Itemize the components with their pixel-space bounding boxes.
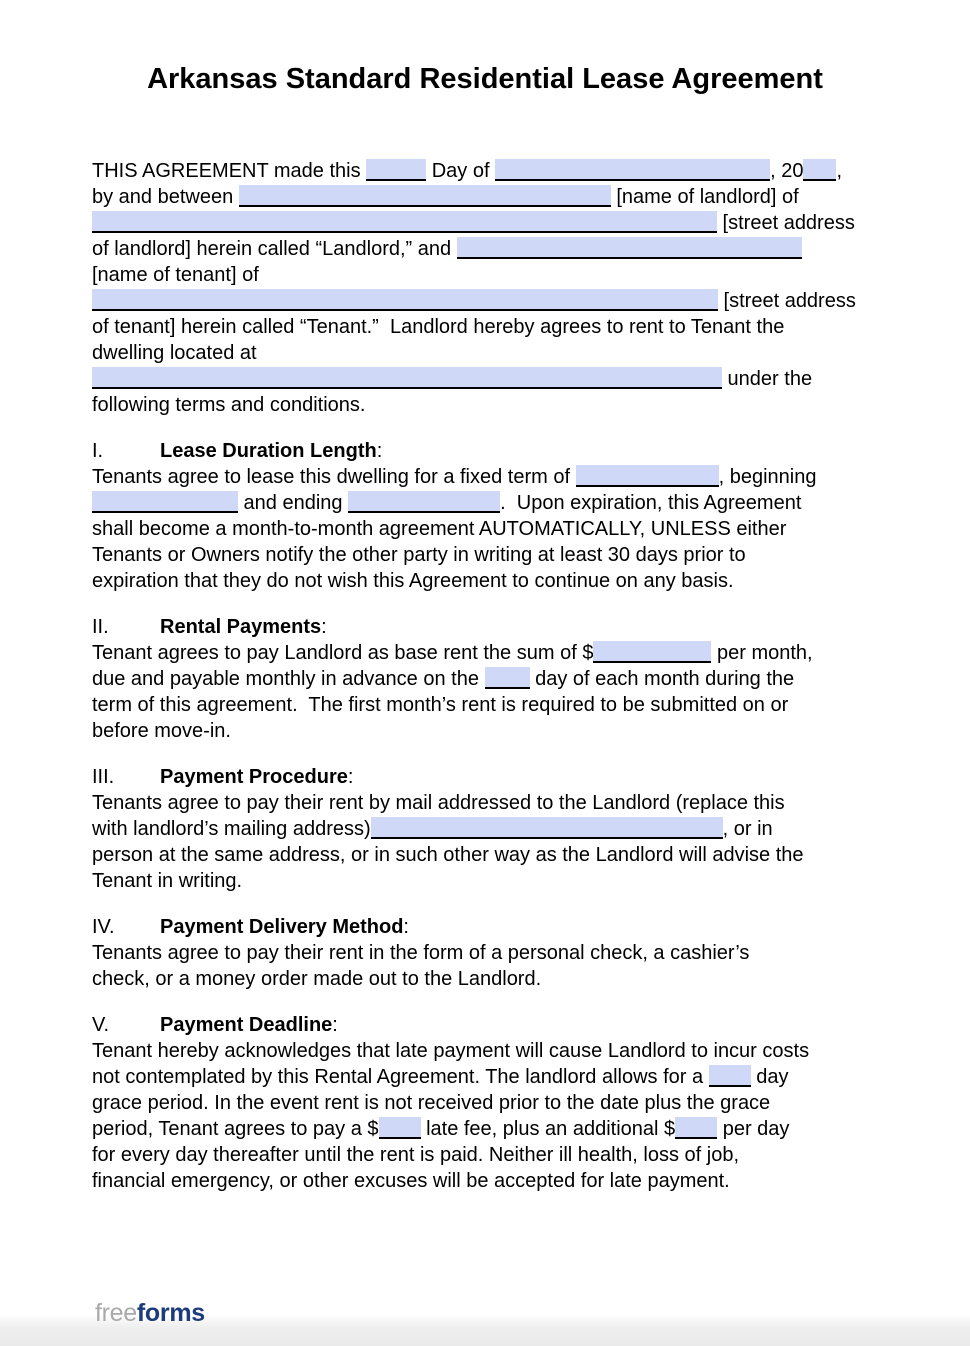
section-heading-row xyxy=(92,914,882,940)
text-run: late fee, plus an additional $ xyxy=(420,1118,676,1140)
text-run: THIS AGREEMENT made this xyxy=(92,160,367,182)
text-run: Tenants agree to pay their rent by mail addressed to the Landlord (replace this xyxy=(92,792,785,814)
logo-text-forms: forms xyxy=(136,1299,205,1327)
text-line xyxy=(92,1142,882,1168)
text-run: Tenants or Owners notify the other party in writing at least 30 days prior to xyxy=(92,544,746,566)
text-line xyxy=(92,966,882,992)
section-heading-row xyxy=(92,438,882,464)
year-field[interactable] xyxy=(803,159,836,181)
section-numeral: II. xyxy=(92,616,109,638)
text-run: of tenant] herein called “Tenant.” Landlord hereby agrees to rent to Tenant the xyxy=(92,316,785,338)
section-heading: Rental Payments xyxy=(160,616,322,638)
text-line xyxy=(92,1116,882,1142)
text-line xyxy=(92,340,882,366)
text-line xyxy=(92,366,882,392)
text-line xyxy=(92,868,882,894)
text-line xyxy=(92,666,882,692)
text-run: day of each month during the xyxy=(529,668,795,690)
text-run: Tenant agrees to pay Landlord as base rent the sum of $ xyxy=(92,642,594,664)
section-IV xyxy=(92,914,882,992)
section-heading-colon: : xyxy=(347,766,354,788)
text-run: financial emergency, or other excuses will be accepted for late payment. xyxy=(92,1170,730,1192)
text-line xyxy=(92,490,882,516)
text-run: [name of tenant] of xyxy=(92,264,259,286)
section-heading-row xyxy=(92,1012,882,1038)
section-heading: Payment Procedure xyxy=(160,766,348,788)
section-heading-row xyxy=(92,614,882,640)
section-I xyxy=(92,438,882,594)
text-line xyxy=(92,184,882,210)
text-run: per month, xyxy=(711,642,813,664)
section-heading-colon: : xyxy=(321,616,327,638)
text-line xyxy=(92,790,882,816)
text-run: check, or a money order made out to the Landlord. xyxy=(92,968,542,990)
text-run: not contemplated by this Rental Agreement. The landlord allows for a xyxy=(92,1066,709,1088)
section-numeral: IV. xyxy=(92,916,115,938)
text-run: Tenant in writing. xyxy=(92,870,243,892)
text-line xyxy=(92,568,882,594)
text-line xyxy=(92,718,882,744)
landlord-street-address-field[interactable] xyxy=(92,211,717,233)
text-run: shall become a month-to-month agreement AUTOMATICALLY, UNLESS either xyxy=(92,518,787,540)
section-heading-colon: : xyxy=(403,916,409,938)
text-run: [name of landlord] of xyxy=(610,186,799,208)
section-II xyxy=(92,614,882,744)
tenant-street-address-field[interactable] xyxy=(92,289,718,311)
text-line xyxy=(92,464,882,490)
text-line xyxy=(92,236,882,262)
text-run: Day of xyxy=(426,160,496,182)
text-run: , or in xyxy=(722,818,773,840)
text-run: person at the same address, or in such other way as the Landlord will advise the xyxy=(92,844,804,866)
text-line xyxy=(92,1038,882,1064)
text-run: [street address xyxy=(718,290,856,312)
text-run: Tenant hereby acknowledges that late payment will cause Landlord to incur costs xyxy=(92,1040,810,1062)
dwelling-address-field[interactable] xyxy=(92,367,722,389)
section-heading-colon: : xyxy=(376,440,383,462)
text-run: . Upon expiration, this Agreement xyxy=(500,492,802,514)
document-content xyxy=(92,158,882,1194)
text-line xyxy=(92,288,882,314)
landlord-mailing-address-field[interactable] xyxy=(371,817,723,839)
lease-end-date-field[interactable] xyxy=(348,491,500,513)
logo-text-free: free xyxy=(95,1299,137,1327)
text-run: [street address xyxy=(717,212,855,234)
freeforms-logo xyxy=(95,1300,205,1326)
text-line xyxy=(92,816,882,842)
text-line xyxy=(92,314,882,340)
section-heading-row xyxy=(92,764,882,790)
text-line xyxy=(92,1064,882,1090)
section-heading: Payment Deadline xyxy=(160,1014,333,1036)
text-run: , xyxy=(836,160,842,182)
section-heading: Lease Duration Length xyxy=(160,440,377,462)
text-run: Tenants agree to pay their rent in the form of a personal check, a cashier’s xyxy=(92,942,750,964)
tenant-name-field[interactable] xyxy=(457,237,802,259)
text-run: under the xyxy=(722,368,813,390)
text-line xyxy=(92,640,882,666)
text-run: per day xyxy=(717,1118,790,1140)
text-line xyxy=(92,1168,882,1194)
text-line xyxy=(92,516,882,542)
section-numeral: III. xyxy=(92,766,115,788)
section-III xyxy=(92,764,882,894)
section-heading-colon: : xyxy=(332,1014,338,1036)
month-field[interactable] xyxy=(495,159,770,181)
text-line xyxy=(92,262,882,288)
text-run: expiration that they do not wish this Agreement to continue on any basis. xyxy=(92,570,734,592)
section-numeral: V. xyxy=(92,1014,110,1036)
text-run: due and payable monthly in advance on the xyxy=(92,668,485,690)
lease-term-field[interactable] xyxy=(576,465,719,487)
text-line xyxy=(92,392,882,418)
text-run: for every day thereafter until the rent is paid. Neither ill health, loss of job, xyxy=(92,1144,740,1166)
text-run: grace period. In the event rent is not received prior to the date plus the grace xyxy=(92,1092,771,1114)
text-run: with landlord’s mailing address) xyxy=(92,818,371,840)
grace-period-days-field[interactable] xyxy=(709,1065,751,1087)
text-run: , 20 xyxy=(770,160,804,182)
section-heading: Payment Delivery Method xyxy=(160,916,404,938)
monthly-rent-amount-field[interactable] xyxy=(593,641,711,663)
text-run: term of this agreement. The first month’s rent is required to be submitted on or xyxy=(92,694,789,716)
text-run: before move-in. xyxy=(92,720,231,742)
text-run: and ending xyxy=(238,492,349,514)
text-line xyxy=(92,940,882,966)
text-line xyxy=(92,210,882,236)
text-run: period, Tenant agrees to pay a $ xyxy=(92,1118,379,1140)
text-run: following terms and conditions. xyxy=(92,394,366,416)
section-numeral: I. xyxy=(92,440,104,462)
text-line xyxy=(92,158,882,184)
text-run: Tenants agree to lease this dwelling for a fixed term of xyxy=(92,466,576,488)
per-day-fee-amount-field[interactable] xyxy=(675,1117,717,1139)
text-run: dwelling located at xyxy=(92,342,257,364)
intro-paragraph xyxy=(92,158,882,418)
document-title: Arkansas Standard Residential Lease Agreement xyxy=(147,63,823,95)
rent-due-day-field[interactable] xyxy=(485,667,530,689)
text-line xyxy=(92,842,882,868)
text-line xyxy=(92,542,882,568)
sections-container xyxy=(92,438,882,1194)
text-line xyxy=(92,1090,882,1116)
late-fee-amount-field[interactable] xyxy=(379,1117,421,1139)
text-line xyxy=(92,692,882,718)
section-V xyxy=(92,1012,882,1194)
text-run: of landlord] herein called “Landlord,” and xyxy=(92,238,457,260)
text-run: by and between xyxy=(92,186,239,208)
day-of-month-field[interactable] xyxy=(366,159,426,181)
text-run: , beginning xyxy=(718,466,817,488)
landlord-name-field[interactable] xyxy=(239,185,611,207)
lease-begin-date-field[interactable] xyxy=(92,491,238,513)
text-run: day xyxy=(750,1066,789,1088)
